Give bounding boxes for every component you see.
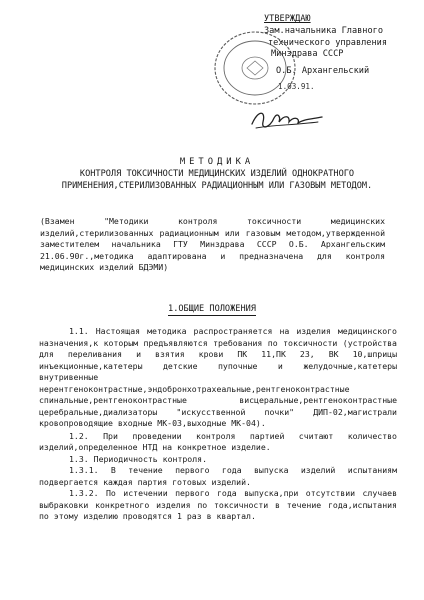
approver-name: О.Б. Архангельский	[276, 66, 370, 77]
handwritten-signature	[248, 106, 326, 136]
approval-department-line: технического управления	[268, 37, 387, 48]
approval-position-line: Зам.начальника Главного	[264, 25, 383, 36]
document-subtitle-line-2: ПРИМЕНЕНИЯ,СТЕРИЛИЗОВАННЫХ РАДИАЦИОННЫМ ИЛИ ГАЗОВЫМ МЕТОДОМ.	[61, 181, 373, 191]
approval-block	[262, 14, 422, 93]
document-title: МЕТОДИКА	[179, 157, 255, 167]
approval-ministry-line: Минздрава СССР	[271, 49, 344, 60]
section-body	[39, 326, 397, 523]
section-heading	[0, 304, 424, 314]
paragraph-1-3-1: 1.3.1. В течение первого года выпуска изделий испытаниям подвергается каждая партия готовых изделий.	[39, 465, 397, 487]
approval-date: 1.03.91.	[278, 81, 315, 91]
document-title-block	[30, 156, 404, 192]
paragraph-1-3: 1.3. Периодичность контроля.	[69, 453, 208, 464]
paragraph-1-1: 1.1. Настоящая методика распространяется на изделия медицинского назначения,к которым предъявляются требования по токсичности (устройства для переливания и взятия крови ПК 11,ПК 23, ВК 10,шприцы инъекционные,катетеры детские пупочные и желудочные,катетеры внутривенные нерентгеноконтрастные,эндобронхотрахеальные,рентгеноконтрастные спинальные,рентгеноконтрастные висцеральные,рентгеноконтрастные церебральные,диализаторы "искусственной почки" ДИП-02,магистрали кровопроводящие входные МК-03,выходные МК-04).	[39, 326, 397, 428]
section-heading-text: 1.ОБЩИЕ ПОЛОЖЕНИЯ	[168, 304, 256, 314]
replacement-note-text: (Взамен "Методики контроля токсичности медицинских изделий,стерилизованных радиационным или газовым методом,утвержденной заместителем начальника ГТУ Минздрава СССР О.Б. Архангельским 21.06.90г.,методика адаптирована и предназначена для контроля медицинских изделий БДЭМИ)	[40, 216, 385, 273]
replacement-note	[40, 216, 385, 274]
paragraph-1-3-2: 1.3.2. По истечении первого года выпуска,при отсутствии случаев выбраковки конкретного изделия по токсичности в течение года,испытания по этому изделию проводятся 1 раз в квартал.	[39, 488, 397, 521]
paragraph-1-2: 1.2. При проведении контроля партией считают количество изделий,определенное НТД на конкретное изделие.	[39, 430, 397, 452]
document-subtitle-line-1: КОНТРОЛЯ ТОКСИЧНОСТИ МЕДИЦИНСКИХ ИЗДЕЛИЙ ОДНОКРАТНОГО	[79, 169, 355, 179]
approval-heading: УТВЕРЖДАЮ	[264, 14, 311, 24]
